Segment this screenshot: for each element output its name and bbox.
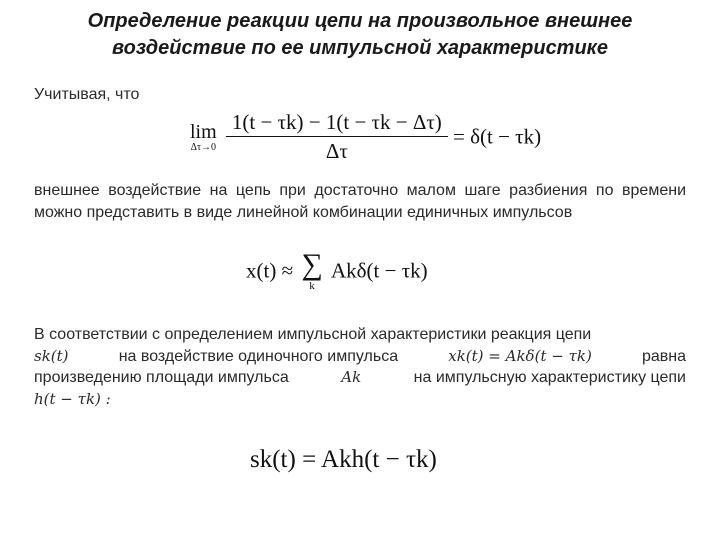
definition-line-2	[34, 346, 686, 368]
limit-result: = δ(t − τk)	[453, 124, 542, 149]
fraction-denominator: Δτ	[325, 139, 348, 163]
limit-label: lim	[190, 121, 217, 143]
paragraph-external-action: внешнее воздействие на цепь при достаточно малом шаге разбиения по времени можно представить в виде линейной комбинации единичных импульсов	[34, 182, 686, 221]
definition-line-1: В соответствии с определением импульсной характеристики реакция цепи	[34, 326, 592, 343]
title-line-1: Определение реакции цепи на произвольное внешнее	[87, 10, 633, 32]
definition-line-3	[34, 367, 686, 389]
sum-index: k	[309, 280, 315, 292]
sum-rhs: Akδ(t − τk)	[331, 258, 428, 283]
definition-text-3a: произведению площади импульса	[34, 369, 289, 386]
slide-title	[40, 8, 680, 62]
definition-line-4	[34, 389, 686, 411]
sum-operator	[301, 250, 322, 292]
definition-text-2a: на воздействие одиночного импульса	[118, 347, 399, 365]
formula-sum	[246, 250, 428, 292]
response-sk: sk(t)	[34, 346, 69, 365]
impulse-response-h: h(t − τk) :	[34, 389, 111, 408]
definition-text-3b: на импульсную характеристику цепи	[413, 369, 686, 386]
formula-limit	[190, 110, 541, 164]
sum-lhs: x(t) ≈	[246, 258, 294, 283]
impulse-xk: xk(t) = Akδ(t − τk)	[448, 346, 592, 365]
fraction-numerator: 1(t − τk) − 1(t − τk − Δτ)	[226, 110, 448, 137]
paragraph-definition	[34, 324, 686, 410]
limit-fraction	[226, 110, 448, 164]
limit-subscript: Δτ→0	[190, 142, 217, 153]
definition-text-2b: равна	[641, 347, 686, 365]
limit-operator	[190, 121, 217, 153]
sum-sign: ∑	[301, 248, 323, 281]
title-line-2: воздействие по ее импульсной характеристике	[112, 37, 608, 59]
paragraph-given-that: Учитывая, что	[34, 86, 140, 103]
impulse-area-ak: Ak	[341, 368, 362, 386]
formula-response: sk(t) = Akh(t − τk)	[250, 446, 437, 473]
